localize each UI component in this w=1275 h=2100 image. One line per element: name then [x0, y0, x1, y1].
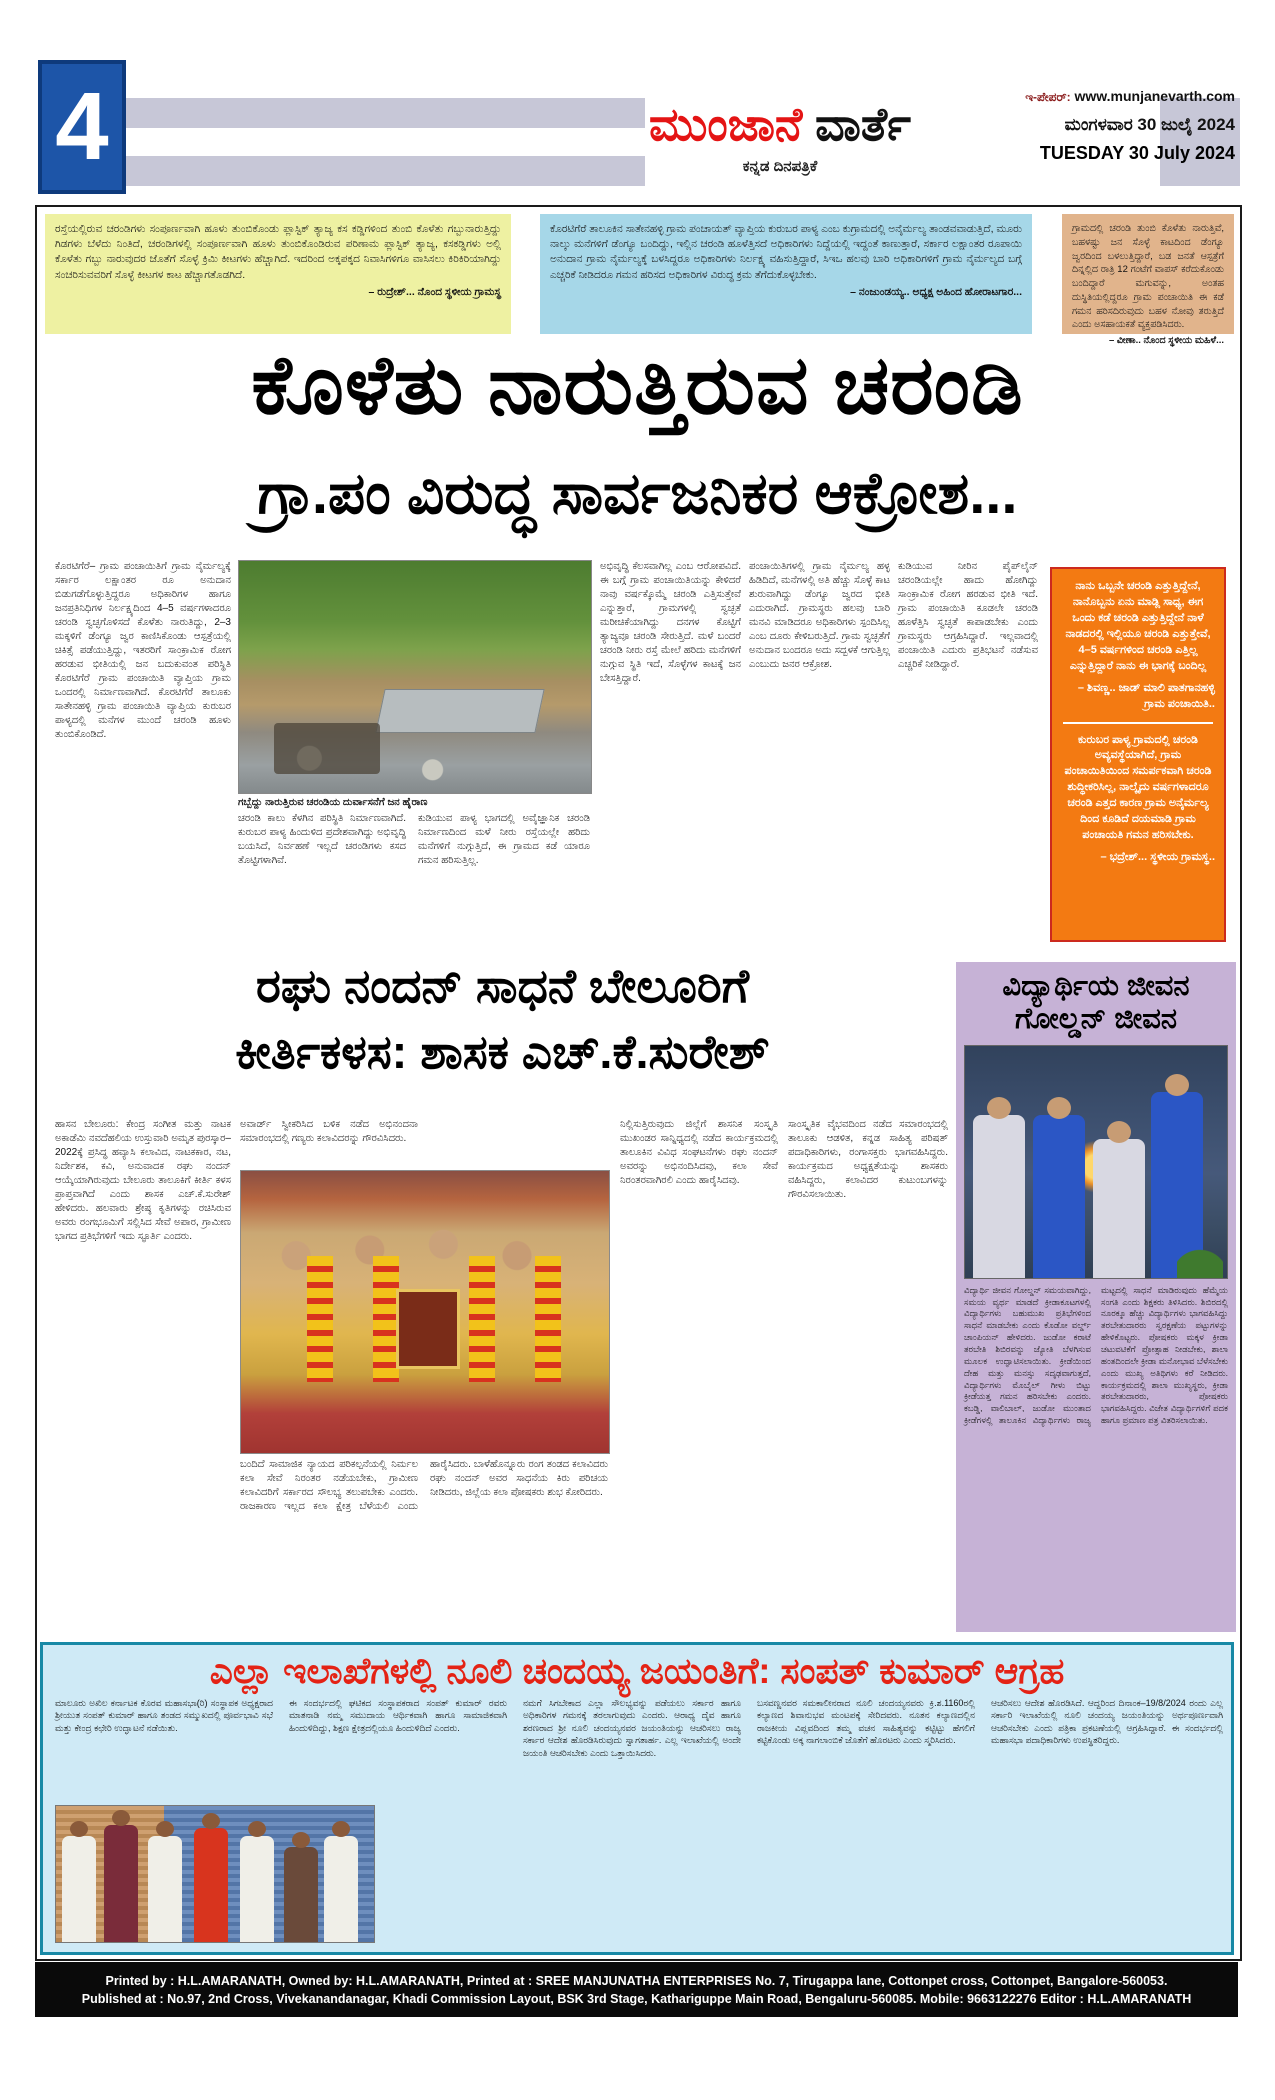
article2-column-1: ಹಾಸನ ಬೇಲೂರು: ಕೇಂದ್ರ ಸಂಗೀತ ಮತ್ತು ನಾಟಕ ಅಕಾಡೆಮಿ ನವದೆಹಲಿಯ ಉಸ್ತುವಾರಿ ಅಮೃತ ಪುರಸ್ಕಾರ–2022ಕ್ಕೆ ಪ್ರಸಿದ್ಧ ಹವ್ಯಾಸಿ ಕಲಾವಿದ, ನಾಟಕಕಾರ, ನಟ, ನಿರ್ದೇಶಕ, ಕವಿ, ಅನುವಾದಕ ರಘು ನಂದನ್ ಆಯ್ಕೆಯಾಗಿರುವುದು ಬೇಲೂರು ತಾಲೂಕಿಗೆ ಕೀರ್ತಿ ಕಳಸ ಪ್ರಾಪ್ತವಾಗಿದೆ ಎಂದು ಶಾಸಕ ಎಚ್.ಕೆ.ಸುರೇಶ್ ಹೇಳಿದರು. ಹಲವಾರು ಶ್ರೇಷ್ಠ ಕೃತಿಗಳನ್ನು ರಚಿಸಿರುವ ಅವರು ರಂಗಭೂಮಿಗೆ ಸಲ್ಲಿಸಿದ ಸೇವೆ ಅಪಾರ, ಗ್ರಾಮೀಣ ಭಾಗದ ಪ್ರತಿಭೆಗಳಿಗೆ ಇದು ಸ್ಫೂರ್ತಿ ಎಂದರು.	[55, 1119, 231, 1242]
masthead-title-black: ವಾರ್ತೆ	[802, 98, 911, 150]
photo-person-head	[1047, 1097, 1071, 1119]
photo-person-head	[70, 1821, 88, 1837]
article3-column-3: ನಮಗೆ ಸಿಗಬೇಕಾದ ಎಲ್ಲಾ ಸೌಲಭ್ಯವನ್ನು ಪಡೆಯಲು ಸರ್ಕಾರ ಹಾಗೂ ಅಧಿಕಾರಿಗಳ ಗಮನಕ್ಕೆ ತರಲಾಗುವುದು ಎಂದರು. ಆರಾಧ್ಯ ದೈವ ಹಾಗೂ ಶರಣರಾದ ಶ್ರೀ ನೂಲಿ ಚಂದಯ್ಯನವರ ಜಯಂತಿಯನ್ನು ಆಚರಿಸಲು ರಾಜ್ಯ ಸರ್ಕಾರ ಆದೇಶ ಹೊರಡಿಸಿರುವುದು ಸ್ವಾಗತಾರ್ಹ. ಎಲ್ಲ ಇಲಾಖೆಯಲ್ಲಿ ಅಂದೇ ಜಯಂತಿ ಆಚರಿಸಬೇಕು ಎಂದು ಒತ್ತಾಯಿಸಿದರು.	[523, 1698, 741, 1758]
photo-person-red-shirt	[194, 1828, 228, 1942]
article2-headline-line1: ರಘು ನಂದನ್ ಸಾಧನೆ ಬೇಲೂರಿಗೆ	[256, 959, 749, 1012]
photo-person-head	[1107, 1121, 1131, 1143]
article3-column-2: ಈ ಸಂದರ್ಭದಲ್ಲಿ ಘಟಿಕದ ಸಂಸ್ಥಾಪಕರಾದ ಸಂಪತ್ ಕುಮಾರ್ ರವರು ಮಾತನಾಡಿ ನಮ್ಮ ಸಮುದಾಯ ಆರ್ಥಿಕವಾಗಿ ಹಾಗೂ ಸಾಮಾಜಿಕವಾಗಿ ಹಿಂದುಳಿದಿದ್ದು, ಶಿಕ್ಷಣ ಕ್ಷೇತ್ರದಲ್ಲಿಯೂ ಹಿಂದುಳಿದಿದೆ ಎಂದರು.	[289, 1698, 507, 1733]
student-life-sidebar	[956, 962, 1236, 1632]
photo-person-head	[248, 1821, 266, 1837]
article1-photo-subcolumn-1: ಚರಂಡಿ ಕಾಲು ಕೆಳಗಿನ ಪರಿಸ್ಥಿತಿ ನಿರ್ಮಾಣವಾಗಿದೆ. ಕುರುಬರ ಪಾಳ್ಯ ಹಿಂದುಳಿದ ಪ್ರದೇಶವಾಗಿದ್ದು ಅಭಿವೃದ್ಧಿ ಬಯಸಿದೆ, ನಿರ್ವಹಣೆ ಇಲ್ಲದೆ ಚರಂಡಿಗಳು ಕಸದ ತೊಟ್ಟಿಗಳಾಗಿವೆ.	[238, 813, 406, 866]
orange-quote-2-attribution: – ಭದ್ರೇಶ್... ಸ್ಥಳೀಯ ಗ್ರಾಮಸ್ಥ..	[1100, 851, 1215, 864]
photo-garland	[307, 1256, 333, 1383]
article1-column-4: ಕುಡಿಯುವ ನೀರಿನ ಪೈಪ್‌ಲೈನ್ ಚರಂಡಿಯಲ್ಲೇ ಹಾದು ಹೋಗಿದ್ದು ಸಾಂಕ್ರಾಮಿಕ ರೋಗ ಹರಡುವ ಭೀತಿ ಇದೆ. ಗ್ರಾಮ ಪಂಚಾಯಿತಿ ಕೂಡಲೇ ಚರಂಡಿ ಹೂಳೆತ್ತಿಸಿ ಸ್ವಚ್ಛತೆ ಕಾಪಾಡಬೇಕು ಎಂದು ಗ್ರಾಮಸ್ಥರು ಆಗ್ರಹಿಸಿದ್ದಾರೆ. ಇಲ್ಲವಾದಲ್ಲಿ ಪಂಚಾಯಿತಿ ಎದುರು ಪ್ರತಿಭಟನೆ ನಡೆಸುವ ಎಚ್ಚರಿಕೆ ನೀಡಿದ್ದಾರೆ.	[898, 561, 1038, 670]
photo-plant	[1177, 1238, 1223, 1278]
article1-subheadline: ಗ್ರಾ.ಪಂ ವಿರುದ್ಧ ಸಾರ್ವಜನಿಕರ ಆಕ್ರೋಶ...	[257, 461, 1018, 526]
orange-quote-1: ನಾನು ಒಬ್ಬನೇ ಚರಂಡಿ ಎತ್ತುತ್ತಿದ್ದೇನೆ, ನಾನೊಬ್ಬನು ಏನು ಮಾಡ್ಲಿ ಸಾಧ್ಯ, ಈಗ ಒಂದು ಕಡೆ ಚರಂಡಿ ಎತ್ತುತ್ತಿದ್ದೇನೆ ನಾಳೆ ನಾಡದರಲ್ಲಿ ಇಲ್ಲಿಯೂ ಚರಂಡಿ ಎತ್ತುತ್ತೇವೆ, 4–5 ವರ್ಷಗಳಿಂದ ಚರಂಡಿ ಎತ್ತಿಲ್ಲ ಎನ್ನುತ್ತಿದ್ದಾರೆ ನಾನು ಈ ಭಾಗಕ್ಕೆ ಬಂದಿಲ್ಲ	[1065, 580, 1211, 672]
photo-person-head	[1165, 1074, 1189, 1096]
quote-attribution: – ವೀಣಾ.. ನೊಂದ ಸ್ಥಳೀಯ ಮಹಿಳೆ...	[1108, 335, 1224, 347]
page-number: 4	[38, 60, 126, 194]
photo-person	[324, 1836, 358, 1942]
article2-mid-bottom-text: ಬಂದಿದೆ ಸಾಮಾಜಿಕ ನ್ಯಾಯದ ಪರಿಕಲ್ಪನೆಯಲ್ಲಿ ನಿರ್ಮಲ ಕಲಾ ಸೇವೆ ನಿರಂತರ ನಡೆಯಬೇಕು, ಗ್ರಾಮೀಣ ಕಲಾವಿದರಿಗೆ ಸರ್ಕಾರದ ಸೌಲಭ್ಯ ತಲುಪಬೇಕು ಎಂದರು. ರಾಜಕಾರಣ ಇಲ್ಲದ ಕಲಾ ಕ್ಷೇತ್ರ ಬೆಳೆಯಲಿ ಎಂದು ಹಾರೈಸಿದರು. ಬಾಳೆಹೊನ್ನೂರು ರಂಗ ತಂಡದ ಕಲಾವಿದರು ರಘು ನಂದನ್ ಅವರ ಸಾಧನೆಯ ಕಿರು ಪರಿಚಯ ನೀಡಿದರು, ಜಿಲ್ಲೆಯ ಕಲಾ ಪೋಷಕರು ಶುಭ ಕೋರಿದರು.	[240, 1459, 608, 1512]
article1-headline: ಕೊಳೆತು ನಾರುತ್ತಿರುವ ಚರಂಡಿ	[251, 340, 1024, 431]
article2-column-5: ಸಾಂಸ್ಕೃತಿಕ ವೈಭವದಿಂದ ನಡೆದ ಸಮಾರಂಭದಲ್ಲಿ ತಾಲೂಕು ಆಡಳಿತ, ಕನ್ನಡ ಸಾಹಿತ್ಯ ಪರಿಷತ್ ಪದಾಧಿಕಾರಿಗಳು, ರಂಗಾಸಕ್ತರು ಭಾಗವಹಿಸಿದ್ದರು. ಕಾರ್ಯಕ್ರಮದ ಅಧ್ಯಕ್ಷತೆಯನ್ನು ಶಾಸಕರು ವಹಿಸಿದ್ದರು, ಕಲಾವಿದರ ಕುಟುಂಬಗಳನ್ನು ಗೌರವಿಸಲಾಯಿತು.	[788, 1119, 948, 1200]
photo-award-plaque	[396, 1289, 461, 1368]
article3-headline: ಎಲ್ಲಾ ಇಲಾಖೆಗಳಲ್ಲಿ ನೂಲಿ ಚಂದಯ್ಯ ಜಯಂತಿಗೆ: ಸಂಪತ್ ಕುಮಾರ್ ಆಗ್ರಹ	[209, 1650, 1065, 1691]
photo-person-head	[332, 1821, 350, 1837]
photo-person-head	[202, 1813, 220, 1829]
article3-box	[40, 1642, 1234, 1955]
imprint-footer	[35, 1962, 1238, 2017]
photo-person-head	[987, 1097, 1011, 1119]
article3-body	[55, 1697, 1223, 1941]
epaper-label: ಇ-ಪೇಪರ್:	[1025, 90, 1071, 104]
photo-person	[1093, 1139, 1145, 1278]
masthead-subtitle: ಕನ್ನಡ ದಿನಪತ್ರಿಕೆ	[742, 158, 818, 175]
quote-attribution: – ರುದ್ರೇಶ್... ನೊಂದ ಸ್ಥಳೀಯ ಗ್ರಾಮಸ್ಥ	[368, 285, 501, 298]
imprint-line-2: Published at : No.97, 2nd Cross, Vivekanandanagar, Khadi Commission Layout, BSK 3rd Stage, Kathariguppe Main Road, Bengaluru-560085. Mobile: 9663122276 Editor : H.L.AMARANATH	[81, 1991, 1192, 2006]
orange-quote-1-attribution: – ಶಿವಣ್ಣ.. ಜಾಡ್ ಮಾಲಿ ಪಾತಗಾನಹಳ್ಳಿ ಗ್ರಾಮ ಪಂಚಾಯಿತಿ..	[1077, 681, 1215, 710]
quote-text: ಗ್ರಾಮದಲ್ಲಿ ಚರಂಡಿ ತುಂಬಿ ಕೊಳೆತು ನಾರುತ್ತಿವೆ, ಬಹಳಷ್ಟು ಜನ ಸೊಳ್ಳೆ ಕಾಟದಿಂದ ಡೆಂಗ್ಯೂ ಜ್ವರದಿಂದ ಬಳಲುತ್ತಿದ್ದಾರೆ, ಬಡ ಜನತೆ ಆಸ್ಪತ್ರೆಗೆ ದಿನ್ನಲ್ಲಿದ ರಾತ್ರಿ 12 ಗಂಟೆಗೆ ವಾಪಸ್ ಕರೆದುಕೊಂಡು ಬಂದಿದ್ದಾರೆ ಮಗುವನ್ನು, ಅಂತಹ ದುಸ್ಥಿತಿಯಲ್ಲಿದ್ದರೂ ಗ್ರಾಮ ಪಂಚಾಯಿತಿ ಈ ಕಡೆ ಗಮನ ಹರಿಸದಿರುವುದು ಬಹಳ ನೋವು ತರುತ್ತಿದೆ ಎಂದು ಅಸಹಾಯಕತೆ ವ್ಯಕ್ತಪಡಿಸಿದರು.	[1072, 223, 1224, 331]
orange-quote-box	[1050, 567, 1226, 942]
photo-person	[148, 1836, 182, 1942]
quote-box-nanjundayya	[540, 214, 1032, 334]
photo-person	[1033, 1115, 1085, 1277]
quote-text: ಕೊರಟಿಗೆರೆ ತಾಲೂಕಿನ ಸಾತೇನಹಳ್ಳಿ ಗ್ರಾಮ ಪಂಚಾಯತ್ ವ್ಯಾಪ್ತಿಯ ಕುರುಬರ ಪಾಳ್ಯ ಎಂಬ ಕುಗ್ರಾಮದಲ್ಲಿ ಅನೈರ್ಮಲ್ಯ ತಾಂಡವವಾಡುತ್ತಿದೆ, ಮೂರು ನಾಲ್ಕು ಮನೆಗಳಿಗೆ ಡೆಂಗ್ಯೂ ಬಂದಿದ್ದು, ಇಲ್ಲಿನ ಚರಂಡಿ ಹೂಳೆತ್ತಿಸದೆ ಅಧಿಕಾರಿಗಳು ನಿದ್ದೆಯಲ್ಲಿ ಇದ್ದಂತೆ ಕಾಣುತ್ತಾರೆ, ಸರ್ಕಾರ ಲಕ್ಷಾಂತರ ರೂಪಾಯಿ ಅನುದಾನ ಗ್ರಾಮ ನೈರ್ಮಲ್ಯಕ್ಕೆ ಬಳಸಿದ್ದರೂ ಅಧಿಕಾರಿಗಳು ನಿರ್ಲಕ್ಷ್ಯ ವಹಿಸುತ್ತಿದ್ದಾರೆ, ಸಿಇಒ ಹಲವು ಬಾರಿ ಅಧಿಕಾರಿಗಳಿಗೆ ಗ್ರಾಮ ನೈರ್ಮಲ್ಯದ ಬಗ್ಗೆ ಎಚ್ಚರಿಕೆ ನೀಡಿದರೂ ಗಮನ ಹರಿಸದ ಅಧಿಕಾರಿಗಳ ವಿರುದ್ಧ ಕ್ರಮ ತೆಗೆದುಕೊಳ್ಳಬೇಕು.	[550, 223, 1022, 281]
article2-mid-top-text: ಅವಾರ್ಡ್ ಸ್ವೀಕರಿಸಿದ ಬಳಿಕ ನಡೆದ ಅಭಿನಂದನಾ ಸಮಾರಂಭದಲ್ಲಿ ಗಣ್ಯರು ಕಲಾವಿದರನ್ನು ಗೌರವಿಸಿದರು.	[240, 1119, 418, 1144]
article1-photo-caption: ಗಬ್ಬೆದ್ದು ನಾರುತ್ತಿರುವ ಚರಂಡಿಯ ದುರ್ವಾಸನೆಗೆ ಜನ ಹೈರಾಣ	[238, 797, 428, 808]
article1-column-3: ಪಂಚಾಯಿತಿಗಳಲ್ಲಿ ಗ್ರಾಮ ನೈರ್ಮಲ್ಯ ಹಳ್ಳ ಹಿಡಿದಿದೆ, ಮನೆಗಳಲ್ಲಿ ಅತಿ ಹೆಚ್ಚು ಸೊಳ್ಳೆ ಕಾಟ ಶುರುವಾಗಿದ್ದು ಡೆಂಗ್ಯೂ ಜ್ವರದ ಭೀತಿ ಎದುರಾಗಿದೆ. ಗ್ರಾಮಸ್ಥರು ಹಲವು ಬಾರಿ ಮನವಿ ಮಾಡಿದರೂ ಅಧಿಕಾರಿಗಳು ಸ್ಪಂದಿಸಿಲ್ಲ ಎಂಬ ದೂರು ಕೇಳಿಬರುತ್ತಿದೆ. ಗ್ರಾಮ ಸ್ವಚ್ಛತೆಗೆ ಅನುದಾನ ಬಂದರೂ ಅದು ಸದ್ಬಳಕೆ ಆಗುತ್ತಿಲ್ಲ ಎಂಬುದು ಜನರ ಆಕ್ರೋಶ.	[749, 561, 890, 670]
photo-person-head	[292, 1832, 310, 1848]
quote-box-rudresh	[45, 214, 511, 334]
photo-person	[62, 1836, 96, 1942]
article1-column-1: ಕೊರಟಿಗೆರೆ– ಗ್ರಾಮ ಪಂಚಾಯಿತಿಗೆ ಗ್ರಾಮ ನೈರ್ಮಲ್ಯಕ್ಕೆ ಸರ್ಕಾರ ಲಕ್ಷಾಂತರ ರೂ ಅನುದಾನ ಬಿಡುಗಡೆಗೊಳ್ಳುತ್ತಿದ್ದರೂ ಅಧಿಕಾರಿಗಳ ಹಾಗೂ ಜನಪ್ರತಿನಿಧಿಗಳ ನಿರ್ಲಕ್ಷ್ಯದಿಂದ 4–5 ವರ್ಷಗಳಾದರೂ ಚರಂಡಿ ಸ್ವಚ್ಛಗೊಳಿಸದೆ ಕೊಳೆತು ನಾರುತಿದ್ದು, 2–3 ಮಕ್ಕಳಿಗೆ ಡೆಂಗ್ಯೂ ಜ್ವರ ಕಾಣಿಸಿಕೊಂಡು ಆಸ್ಪತ್ರೆಯಲ್ಲಿ ಚಿಕಿತ್ಸೆ ಪಡೆಯುತ್ತಿದ್ದು, ಇತರರಿಗೆ ಸಾಂಕ್ರಾಮಿಕ ರೋಗ ಹರಡುವ ಭೀತಿಯಲ್ಲಿ ಜನ ಬದುಕುವಂತ ಪರಿಸ್ಥಿತಿ ಕೊರಟಿಗೆರೆ ಗ್ರಾಮ ಪಂಚಾಯಿತಿ ವ್ಯಾಪ್ತಿಯ ಗ್ರಾಮ ಒಂದರಲ್ಲಿ ನಿರ್ಮಾಣವಾಗಿದೆ. ಕೊರಟಿಗೆರೆ ತಾಲೂಕು ಸಾತೇನಹಳ್ಳಿ ಗ್ರಾಮ ಪಂಚಾಯಿತಿ ವ್ಯಾಪ್ತಿಯ ಕುರುಬರ ಪಾಳ್ಯದಲ್ಲಿ ಮನೆಗಳ ಮುಂದೆ ಚರಂಡಿ ಹೂಳು ತುಂಬಿಕೊಂಡಿದೆ.	[55, 561, 231, 740]
orange-box-divider	[1063, 722, 1213, 724]
article2-headline-line2: ಕೀರ್ತಿಕಳಸ: ಶಾಸಕ ಎಚ್.ಕೆ.ಸುರೇಶ್	[235, 1025, 770, 1078]
orange-quote-2: ಕುರುಬರ ಪಾಳ್ಯ ಗ್ರಾಮದಲ್ಲಿ ಚರಂಡಿ ಅವ್ಯವಸ್ಥೆಯಾಗಿದೆ, ಗ್ರಾಮ ಪಂಚಾಯಿತಿಯಿಂದ ಸಮರ್ಪಕವಾಗಿ ಚರಂಡಿ ಶುದ್ಧೀಕರಿಸಿಲ್ಲ, ನಾಲ್ಕೈದು ವರ್ಷಗಳಾದರೂ ಚರಂಡಿ ಎತ್ತದ ಕಾರಣ ಗ್ರಾಮ ಅನೈರ್ಮಲ್ಯ ದಿಂದ ಕೂಡಿದೆ ದಯಮಾಡಿ ಗ್ರಾಮ ಪಂಚಾಯತಿ ಗಮನ ಹರಿಸಬೇಕು.	[1064, 733, 1212, 842]
website-link[interactable]: www.munjanevarth.com	[1074, 88, 1235, 104]
photo-person-head	[156, 1821, 174, 1837]
photo-person-head	[112, 1810, 130, 1826]
masthead-title-red: ಮುಂಜಾನೆ	[649, 98, 803, 150]
article3-column-4: ಬಸವಣ್ಣನವರ ಸಮಕಾಲೀನರಾದ ನೂಲಿ ಚಂದಯ್ಯನವರು ಕ್ರಿ.ಶ.1160ರಲ್ಲಿ ಕಲ್ಯಾಣದ ಶಿವಾನುಭವ ಮಂಟಪಕ್ಕೆ ಸೇರಿದವರು. ನೂತನ ಕಲ್ಯಾಣದಲ್ಲಿನ ರಾಜಕೀಯ ವಿಪ್ಲವದಿಂದ ತಮ್ಮ ವಚನ ಸಾಹಿತ್ಯವನ್ನು ಕಟ್ಟಿಟ್ಟು ಹೆಗಲಿಗೆ ಕಟ್ಟಿಕೊಂಡು ಅಕ್ಕ ನಾಗಲಾಂಬಿಕೆ ಜೊತೆಗೆ ಹೊರಟರು ಎಂದು ಸ್ಮರಿಸಿದರು.	[757, 1698, 975, 1746]
imprint-line-1: Printed by : H.L.AMARANATH, Owned by: H.L.AMARANATH, Printed at : SREE MANJUNATHA ENTERPRISES No. 7, Tirugappa lane, Cottonpet cross, Cottonpet, Bangalore-560053.	[105, 1973, 1168, 1988]
quote-text: ರಸ್ತೆಯಲ್ಲಿರುವ ಚರಂಡಿಗಳು ಸಂಪೂರ್ಣವಾಗಿ ಹೂಳು ತುಂಬಿಕೊಂಡು ಪ್ಲಾಸ್ಟಿಕ್ ತ್ಯಾಜ್ಯ ಕಸ ಕಡ್ಡಿಗಳಿಂದ ತುಂಬಿ ಕೊಳೆತು ಗಬ್ಬುನಾರುತ್ತಿದ್ದು ಗಿಡಗಳು ಬೆಳೆದು ನಿಂತಿದೆ, ಚರಂಡಿಗಳಲ್ಲಿ ಸಂಪೂರ್ಣವಾಗಿ ಹೂಳು ತುಂಬಿಕೊಂಡಿರುವ ಪರಿಣಾಮ ಪ್ಲಾಸ್ಟಿಕ್ ತ್ಯಾಜ್ಯ, ಕಸಕಡ್ಡಿಗಳು ಅಲ್ಲಿ ಕೊಳೆತು ಗಬ್ಬು ನಾರುವುದರ ಜೊತೆಗೆ ಸೊಳ್ಳೆ ಕ್ರಿಮಿ ಕೀಟಗಳು ಹೆಚ್ಚಾಗಿದೆ. ಇದರಿಂದ ಅಕ್ಕಪಕ್ಕದ ನಿವಾಸಿಗಳಿಗೂ ವಾಸಿಸಲು ಕಿರಿಕಿರಿಯಾಗಿದ್ದು ಸಂಚರಿಸುವವರಿಗೆ ಸೊಳ್ಳೆ ಕೀಟಗಳ ಕಾಟ ಹೆಚ್ಚಾಗತೊಡಗಿದೆ.	[55, 223, 501, 281]
article2-column-4: ನಿಲ್ಲಿಸುತ್ತಿರುವುದು ಜಿಲ್ಲೆಗೆ ಶಾಸನಿಕ ಸಂಸ್ಕೃತಿ ಮುಖಂಡರ ಸಾನ್ನಿಧ್ಯದಲ್ಲಿ ನಡೆದ ಕಾರ್ಯಕ್ರಮದಲ್ಲಿ ತಾಲೂಕಿನ ವಿವಿಧ ಸಂಘಟನೆಗಳು ರಘು ನಂದನ್ ಅವರನ್ನು ಅಭಿನಂದಿಸಿದವು, ಕಲಾ ಸೇವೆ ನಿರಂತರವಾಗಿರಲಿ ಎಂದು ಹಾರೈಸಿದವು.	[620, 1119, 778, 1186]
photo-garland	[469, 1256, 495, 1383]
photo-person	[973, 1115, 1025, 1277]
header-right	[905, 88, 1235, 164]
photo-person	[240, 1836, 274, 1942]
article1-column-2: ಅಭಿವೃದ್ಧಿ ಕೆಲಸವಾಗಿಲ್ಲ ಎಂಬ ಆರೋಪವಿದೆ. ಈ ಬಗ್ಗೆ ಗ್ರಾಮ ಪಂಚಾಯಿತಿಯನ್ನು ಕೇಳಿದರೆ ನಾವು ವರ್ಷಕ್ಕೊಮ್ಮೆ ಚರಂಡಿ ಎತ್ತಿಸುತ್ತೇವೆ ಎನ್ನುತ್ತಾರೆ, ಗ್ರಾಮಗಳಲ್ಲಿ ಸ್ವಚ್ಛತೆ ಮರೀಚಿಕೆಯಾಗಿದ್ದು ದನಗಳ ಕೊಟ್ಟಿಗೆ ತ್ಯಾಜ್ಯವೂ ಚರಂಡಿ ಸೇರುತ್ತಿದೆ. ಮಳೆ ಬಂದರೆ ಚರಂಡಿ ನೀರು ರಸ್ತೆ ಮೇಲೆ ಹರಿದು ಮನೆಗಳಿಗೆ ನುಗ್ಗುವ ಸ್ಥಿತಿ ಇದೆ, ಸೊಳ್ಳೆಗಳ ಕಾಟಕ್ಕೆ ಜನ ಬೇಸತ್ತಿದ್ದಾರೆ.	[600, 561, 741, 684]
photo-concrete-slab	[375, 689, 545, 733]
group-photo	[55, 1805, 375, 1943]
judo-lamp-photo	[964, 1045, 1228, 1279]
sidebar-heading-line1: ವಿದ್ಯಾರ್ಥಿಯ ಜೀವನ	[1002, 970, 1190, 1002]
photo-person	[284, 1847, 318, 1942]
article1-photo-subcolumn-2: ಕುಡಿಯುವ ಪಾಳ್ಯ ಭಾಗದಲ್ಲಿ ಅವೈಜ್ಞಾನಿಕ ಚರಂಡಿ ನಿರ್ಮಾಣದಿಂದ ಮಳೆ ನೀರು ರಸ್ತೆಯಲ್ಲೇ ಹರಿದು ಮನೆಗಳಿಗೆ ನುಗ್ಗುತ್ತಿದೆ, ಈ ಗ್ರಾಮದ ಕಡೆ ಯಾರೂ ಗಮನ ಹರಿಸುತ್ತಿಲ್ಲ.	[418, 813, 590, 866]
article3-column-5: ಆಚರಿಸಲು ಆದೇಶ ಹೊರಡಿಸಿದೆ. ಆದ್ದರಿಂದ ದಿನಾಂಕ–19/8/2024 ರಂದು ಎಲ್ಲ ಸರ್ಕಾರಿ ಇಲಾಖೆಯಲ್ಲಿ ನೂಲಿ ಚಂದಯ್ಯ ಜಯಂತಿಯನ್ನು ಅರ್ಥಪೂರ್ಣವಾಗಿ ಆಚರಿಸಬೇಕು ಎಂದು ಪತ್ರಿಕಾ ಪ್ರಕಟಣೆಯಲ್ಲಿ ಆಗ್ರಹಿಸಿದ್ದಾರೆ. ಈ ಸಂದರ್ಭದಲ್ಲಿ ಮಹಾಸಭಾ ಪದಾಧಿಕಾರಿಗಳು ಉಪಸ್ಥಿತರಿದ್ದರು.	[991, 1698, 1223, 1746]
photo-person	[104, 1825, 138, 1942]
drain-photo	[238, 560, 592, 794]
photo-garland	[535, 1256, 561, 1383]
quote-box-veena	[1062, 214, 1234, 347]
sidebar-heading-line2: ಗೋಲ್ಡನ್ ಜೀವನ	[1015, 1003, 1177, 1036]
date-kannada: ಮಂಗಳವಾರ 30 ಜುಲೈ 2024	[1064, 115, 1235, 134]
photo-drain-pit	[274, 723, 380, 774]
award-ceremony-photo	[240, 1170, 610, 1454]
date-english: TUESDAY 30 July 2024	[1039, 143, 1235, 163]
sidebar-body-text: ವಿದ್ಯಾರ್ಥಿ ಜೀವನ ಗೋಲ್ಡನ್ ಸಮಯವಾಗಿದ್ದು, ಸಮಯ ವ್ಯರ್ಥ ಮಾಡದೆ ಕ್ರೀಡಾಕೂಟಗಳಲ್ಲಿ ವಿದ್ಯಾರ್ಥಿಗಳು ಬಹುಮುಖ ಪ್ರತಿಭೆಗಳಿಂದ ಸಾಧನೆ ಮಾಡಬೇಕು ಎಂದು ಕೊಡೋ ವರ್ಲ್ಡ್ ಚಾಂಪಿಯನ್ ಹೇಳಿದರು. ಜುಡೋ ಕರಾಟೆ ತರಬೇತಿ ಶಿಬಿರವನ್ನು ಜ್ಯೋತಿ ಬೆಳಗಿಸುವ ಮೂಲಕ ಉದ್ಘಾಟಿಸಲಾಯಿತು. ಕ್ರೀಡೆಯಿಂದ ದೇಹ ಮತ್ತು ಮನಸ್ಸು ಸದೃಢವಾಗುತ್ತದೆ, ವಿದ್ಯಾರ್ಥಿಗಳು ಮೊಬೈಲ್ ಗೀಳು ಬಿಟ್ಟು ಕ್ರೀಡೆಯತ್ತ ಗಮನ ಹರಿಸಬೇಕು ಎಂದರು. ಕಬಡ್ಡಿ, ವಾಲಿಬಾಲ್, ಜುಡೋ ಮುಂತಾದ ಕ್ರೀಡೆಗಳಲ್ಲಿ ತಾಲೂಕಿನ ವಿದ್ಯಾರ್ಥಿಗಳು ರಾಜ್ಯ ಮಟ್ಟದಲ್ಲಿ ಸಾಧನೆ ಮಾಡಿರುವುದು ಹೆಮ್ಮೆಯ ಸಂಗತಿ ಎಂದು ಶಿಕ್ಷಕರು ತಿಳಿಸಿದರು. ಶಿಬಿರದಲ್ಲಿ ನೂರಕ್ಕೂ ಹೆಚ್ಚು ವಿದ್ಯಾರ್ಥಿಗಳು ಭಾಗವಹಿಸಿದ್ದು ತರಬೇತುದಾರರು ಸ್ವರಕ್ಷಣೆಯ ಪಟ್ಟುಗಳನ್ನು ಹೇಳಿಕೊಟ್ಟರು. ಪೋಷಕರು ಮಕ್ಕಳ ಕ್ರೀಡಾ ಚಟುವಟಿಕೆಗೆ ಪ್ರೋತ್ಸಾಹ ನೀಡಬೇಕು, ಶಾಲಾ ಹಂತದಿಂದಲೇ ಕ್ರೀಡಾ ಮನೋಭಾವ ಬೆಳೆಸಬೇಕು ಎಂದು ಮುಖ್ಯ ಅತಿಥಿಗಳು ಕರೆ ನೀಡಿದರು. ಕಾರ್ಯಕ್ರಮದಲ್ಲಿ ಶಾಲಾ ಮುಖ್ಯಸ್ಥರು, ಕ್ರೀಡಾ ತರಬೇತುದಾರರು, ಪೋಷಕರು ಭಾಗವಹಿಸಿದ್ದರು. ವಿಜೇತ ವಿದ್ಯಾರ್ಥಿಗಳಿಗೆ ಪದಕ ಹಾಗೂ ಪ್ರಮಾಣ ಪತ್ರ ವಿತರಿಸಲಾಯಿತು.	[964, 1284, 1228, 1426]
quote-attribution: – ನಂಜುಂಡಯ್ಯ.. ಅಧ್ಯಕ್ಷ ಅಹಿಂದ ಹೋರಾಟಗಾರ...	[850, 285, 1022, 298]
article3-column-1: ಮಾಲೂರು ಅಖಿಲ ಕರ್ನಾಟಕ ಕೊರವ ಮಹಾಸಭಾ(ರಿ) ಸಂಸ್ಥಾಪಕ ಅಧ್ಯಕ್ಷರಾದ ಶ್ರೀಯುತ ಸಂಪತ್ ಕುಮಾರ್ ಹಾಗೂ ತಂಡದ ಸಮ್ಮುಖದಲ್ಲಿ ಪೂರ್ವಭಾವಿ ಸಭೆ ಮತ್ತು ಕೇಂದ್ರ ಕಛೇರಿ ಉದ್ಘಾಟನೆ ನಡೆಯಿತು.	[55, 1698, 273, 1733]
